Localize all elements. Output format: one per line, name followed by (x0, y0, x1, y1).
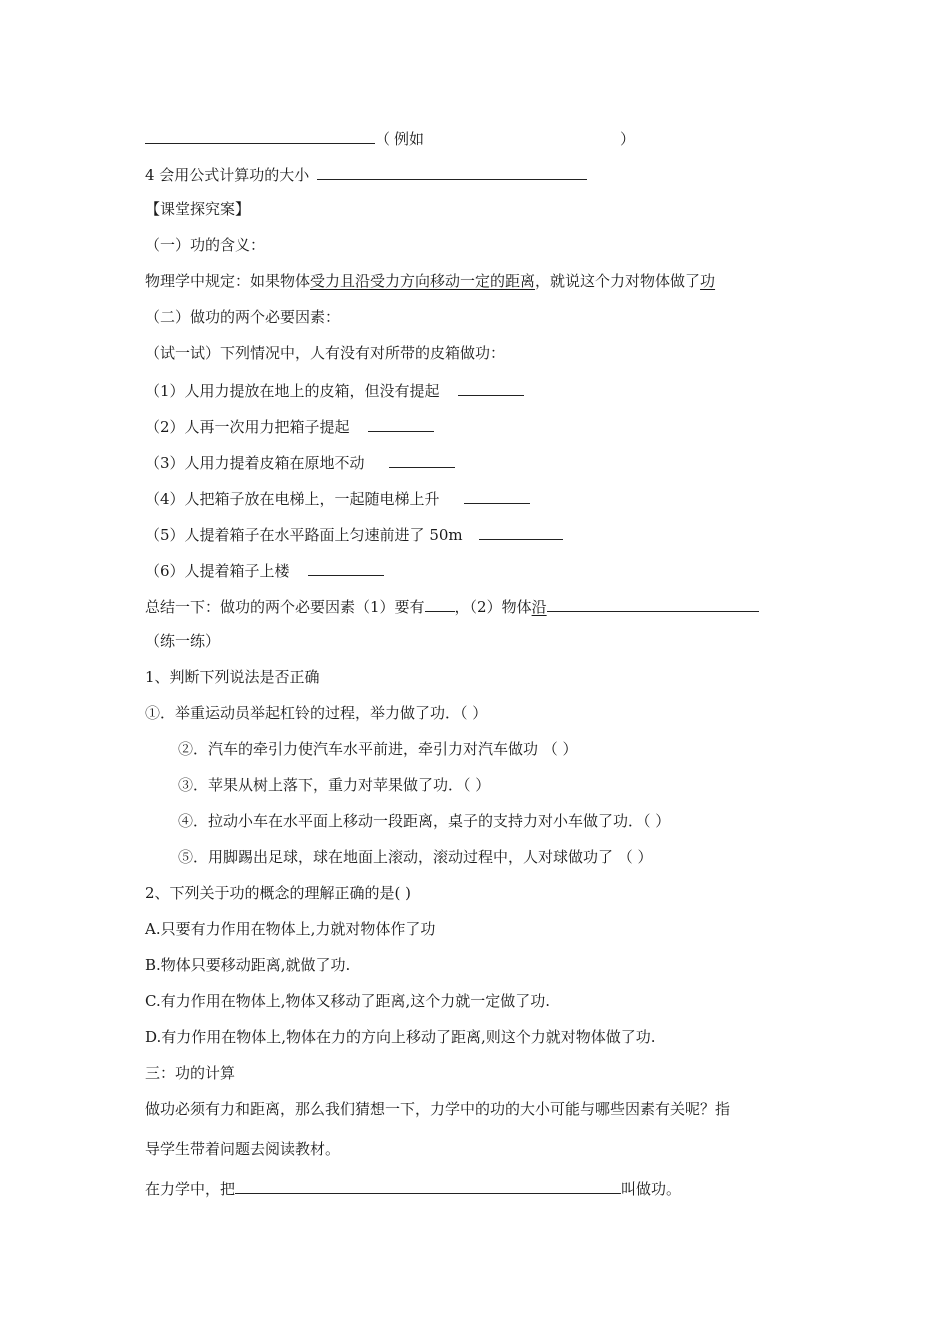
work-definition-fill-line (145, 1177, 681, 1199)
judgement-item-5: ⑤．用脚踢出足球，球在地面上滚动，滚动过程中，人对球做功了 （ ） (178, 848, 653, 866)
part3-paragraph-line-1: 做功必须有力和距离，那么我们猜想一下，力学中的功的大小可能与哪些因素有关呢？指 (145, 1100, 731, 1118)
part3-heading: 三：功的计算 (145, 1064, 236, 1082)
option-c: C.有力作用在物体上,物体又移动了距离,这个力就一定做了功. (145, 992, 551, 1010)
case-text: （1）人用力提放在地上的皮箱，但没有提起 (145, 382, 440, 400)
case-text: （5）人提着箱子在水平路面上匀速前进了 50m (145, 526, 463, 544)
definition-text-2: ，就说这个力对物体做了 (535, 272, 701, 290)
question-1-title: 1、判断下列说法是否正确 (145, 668, 320, 686)
item-4-line (145, 163, 587, 185)
case-5-line (145, 523, 563, 545)
case-text: （4）人把箱子放在电梯上，一起随电梯上升 (145, 490, 440, 508)
part3-paragraph-line-2: 导学生带着问题去阅读教材。 (145, 1140, 341, 1158)
case-answer-blank[interactable] (368, 415, 434, 432)
case-6-line (145, 559, 384, 581)
summary-blank-2[interactable] (547, 595, 759, 612)
fill-text-after: 叫做功。 (621, 1180, 682, 1198)
definition-underlined-1: 受力且沿受力方向移动一定的距离 (310, 272, 536, 290)
case-text: （2）人再一次用力把箱子提起 (145, 418, 350, 436)
try-intro: （试一试）下列情况中，人有没有对所带的皮箱做功： (145, 344, 506, 362)
example-label: 例如 (394, 130, 425, 148)
definition-underlined-2: 功 (700, 272, 716, 290)
work-definition-blank[interactable] (235, 1177, 621, 1194)
case-text: （6）人提着箱子上楼 (145, 562, 290, 580)
option-d: D.有力作用在物体上,物体在力的方向上移动了距离,则这个力就对物体做了功. (145, 1028, 656, 1046)
judgement-item-3: ③．苹果从树上落下，重力对苹果做了功．（ ） (178, 776, 491, 794)
item-4-text: 4 会用公式计算功的大小 (145, 166, 310, 184)
summary-text-1: 总结一下：做功的两个必要因素（1）要有 (145, 598, 425, 616)
definition-text-1: 物理学中规定：如果物体 (145, 272, 311, 290)
summary-line (145, 595, 759, 617)
summary-blank-1[interactable] (425, 595, 455, 612)
case-3-line (145, 451, 455, 473)
judgement-item-4: ④．拉动小车在水平面上移动一段距离，桌子的支持力对小车做了功．（ ） (178, 812, 671, 830)
fill-text-before: 在力学中，把 (145, 1180, 236, 1198)
case-answer-blank[interactable] (458, 379, 524, 396)
top-fill-line (145, 127, 635, 149)
summary-underlined: 沿 (531, 598, 547, 616)
blank-answer-1[interactable] (145, 127, 375, 144)
summary-text-2: ，（2）物体 (454, 598, 532, 616)
open-paren: （ (375, 130, 391, 148)
case-2-line (145, 415, 434, 437)
part2-heading: （二）做功的两个必要因素： (145, 308, 341, 326)
case-answer-blank[interactable] (479, 523, 563, 540)
case-answer-blank[interactable] (464, 487, 530, 504)
case-answer-blank[interactable] (308, 559, 384, 576)
section-heading: 【课堂探究案】 (145, 200, 251, 218)
judgement-item-2: ②．汽车的牵引力使汽车水平前进，牵引力对汽车做功 （ ） (178, 740, 578, 758)
case-answer-blank[interactable] (389, 451, 455, 468)
part1-heading: （一）功的含义： (145, 236, 266, 254)
case-1-line (145, 379, 524, 401)
practice-heading: （练一练） (145, 632, 221, 650)
judgement-item-1: ①．举重运动员举起杠铃的过程，举力做了功．（ ） (145, 704, 488, 722)
option-b: B.物体只要移动距离,就做了功. (145, 956, 351, 974)
question-2-title: 2、下列关于功的概念的理解正确的是( ) (145, 884, 412, 902)
case-4-line (145, 487, 530, 509)
option-a: A.只要有力作用在物体上,力就对物体作了功 (145, 920, 436, 938)
blank-answer-2[interactable] (317, 163, 587, 180)
close-paren: ） (620, 130, 636, 148)
definition-line (145, 271, 715, 291)
case-text: （3）人用力提着皮箱在原地不动 (145, 454, 365, 472)
